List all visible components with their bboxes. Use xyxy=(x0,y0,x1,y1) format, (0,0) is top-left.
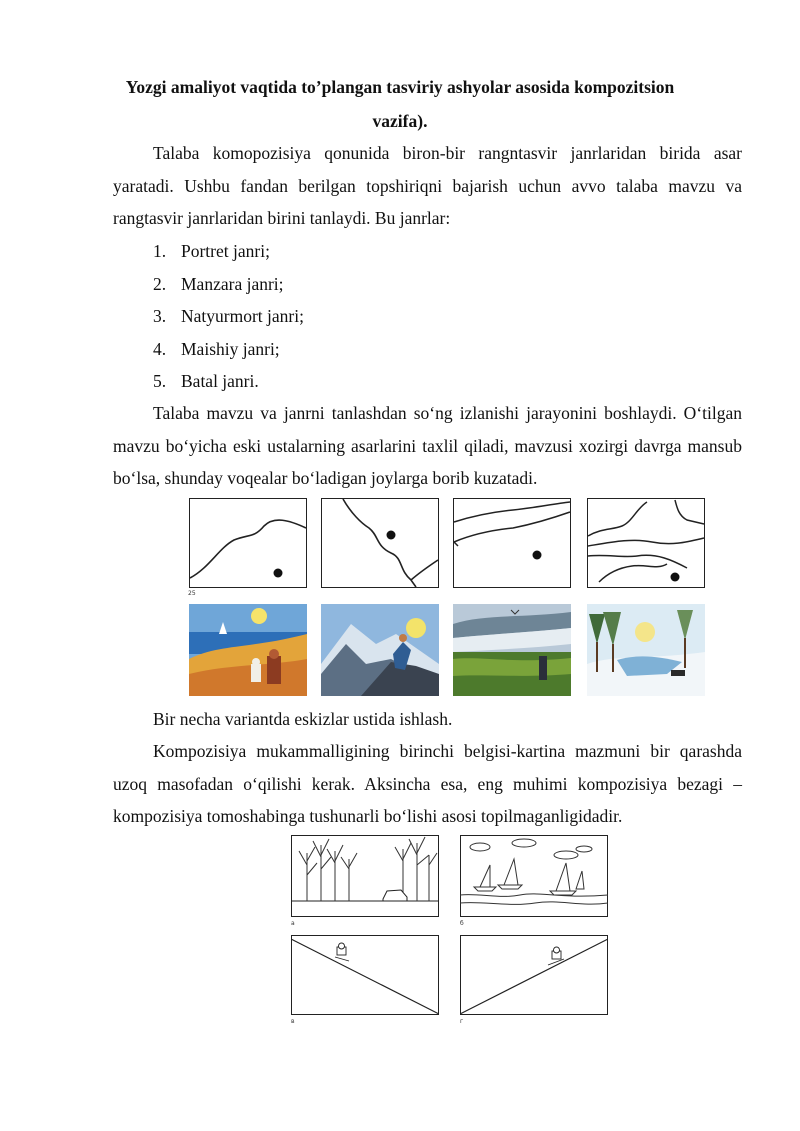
page-title xyxy=(113,70,687,138)
painting-beach-scene xyxy=(189,604,307,696)
sketch-horizontal-lines xyxy=(453,498,571,588)
diagram-descending-slope xyxy=(291,935,439,1015)
composition-diagrams-figure xyxy=(290,834,610,1036)
painting-river-field-scene xyxy=(453,604,571,696)
list-item: 4. Maishiy janri; xyxy=(153,338,280,359)
list-item: 1. Portret janri; xyxy=(153,241,270,261)
sketch-curve-line xyxy=(321,498,439,588)
list-item: 5. Batal janri. xyxy=(153,371,259,391)
title-line-2: vazifa). xyxy=(372,111,428,131)
diagram-label-a: a xyxy=(291,920,295,927)
figure-caption: Bir necha variantda eskizlar ustida ishlash. xyxy=(153,709,453,729)
sketch-diagonal-line xyxy=(189,498,307,588)
diagram-label-d: г xyxy=(460,1018,464,1025)
painting-winter-scene xyxy=(587,604,705,696)
diagram-label-b: б xyxy=(460,920,464,927)
process-paragraph: Talaba mavzu va janrni tanlashdan so‘ng izlanishi jarayonini boshlaydi. O‘tilgan mavzu bo‘yicha eski ustalarning asarlarini taxlil qiladi, mavzusi xozirgi davrga mansub bo‘lsa, shunday voqealar bo‘ladigan joylarga borib kuzatadi. xyxy=(113,403,742,488)
painting-mountain-scene xyxy=(321,604,439,696)
title-line-1: Yozgi amaliyot vaqtida to’plangan tasviriy ashyolar asosida kompozitsion xyxy=(125,77,675,97)
diagram-sailboats xyxy=(460,835,608,917)
list-item: 2. Manzara janri; xyxy=(153,273,284,294)
diagram-forest-car xyxy=(291,835,439,917)
genre-list xyxy=(153,235,304,398)
figure-number: 25 xyxy=(188,590,196,597)
diagram-label-c: в xyxy=(291,1018,295,1025)
composition-paragraph: Kompozisiya mukammalligining birinchi belgisi-kartina mazmuni bir qarashda uzoq masofadan o‘qilishi kerak. Aksincha esa, eng muhimi kompozisiya bezagi – kompozisiya tomoshabinga tushunarli bo‘lishi asosi topilmaganligidadir. xyxy=(113,741,742,826)
list-item: 3. Natyurmort janri; xyxy=(153,306,304,326)
intro-paragraph: Talaba komopozisiya qonunida biron-bir rangntasvir janrlaridan birida asar yaratadi. Ushbu fandan berilgan topshiriqni bajarish uchun avvo talaba mavzu va rangtasvir janrlaridan birini tanlaydi. Bu janrlar: xyxy=(113,143,742,228)
diagram-ascending-slope xyxy=(460,935,608,1015)
sketch-river-lines xyxy=(587,498,705,588)
sketch-variants-figure xyxy=(187,496,707,698)
